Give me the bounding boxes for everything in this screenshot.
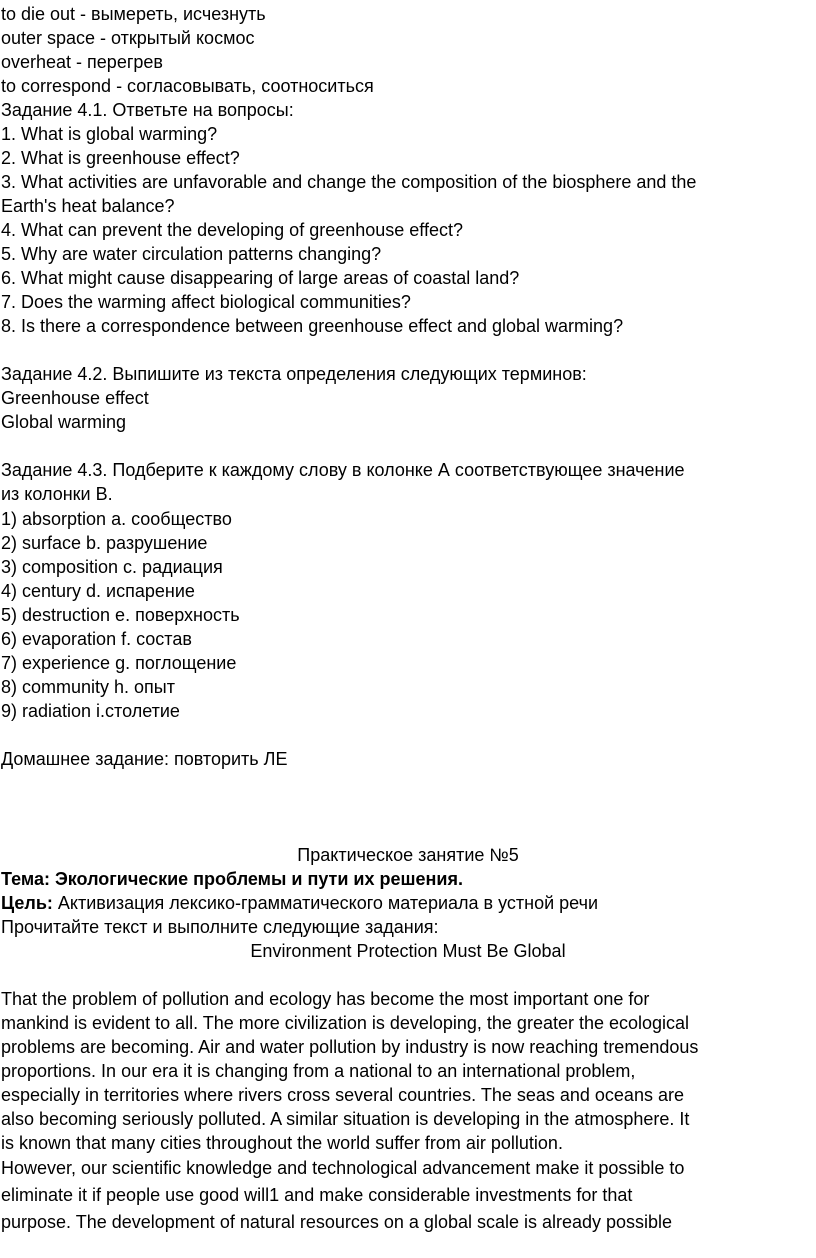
match-item: 3) composition c. радиация bbox=[1, 557, 223, 577]
paragraph-line: purpose. The development of natural resources on a global scale is already possible bbox=[1, 1212, 673, 1232]
match-item: 9) radiation i.столетие bbox=[1, 701, 180, 721]
goal-text: Активизация лексико-грамматического материала в устной речи bbox=[57, 893, 599, 913]
match-item: 4) century d. испарение bbox=[1, 581, 195, 601]
question-line: 4. What can prevent the developing of greenhouse effect? bbox=[1, 220, 463, 240]
paragraph-line: That the problem of pollution and ecology has become the most important one for bbox=[1, 989, 650, 1009]
vocab-line: to die out - вымереть, исчезнуть bbox=[1, 4, 266, 24]
paragraph-line: eliminate it if people use good will1 and make considerable investments for that bbox=[1, 1185, 633, 1205]
paragraph-line: is known that many cities throughout the world suffer from air pollution. bbox=[1, 1133, 563, 1153]
match-item: 6) evaporation f. состав bbox=[1, 629, 192, 649]
goal-label: Цель: bbox=[1, 893, 53, 913]
question-line: 2. What is greenhouse effect? bbox=[1, 148, 240, 168]
task-4-3-heading: Задание 4.3. Подберите к каждому слову в колонке А соответствующее значение bbox=[1, 460, 685, 480]
paragraph-line: problems are becoming. Air and water pollution by industry is now reaching tremendous bbox=[1, 1037, 699, 1057]
topic-text: Экологические проблемы и пути их решения. bbox=[54, 869, 463, 889]
text-title: Environment Protection Must Be Global bbox=[250, 941, 566, 961]
task-4-3-heading: из колонки В. bbox=[1, 484, 113, 504]
task-4-2-heading: Задание 4.2. Выпишите из текста определения следующих терминов: bbox=[1, 364, 587, 384]
paragraph-line: However, our scientific knowledge and technological advancement make it possible to bbox=[1, 1158, 685, 1178]
topic-label: Тема: bbox=[1, 869, 50, 889]
question-line: Earth's heat balance? bbox=[1, 196, 175, 216]
match-item: 2) surface b. разрушение bbox=[1, 533, 208, 553]
lesson-title: Практическое занятие №5 bbox=[297, 845, 519, 865]
question-line: 3. What activities are unfavorable and change the composition of the biosphere and the bbox=[1, 172, 697, 192]
goal-line bbox=[1, 891, 598, 915]
question-line: 5. Why are water circulation patterns changing? bbox=[1, 244, 382, 264]
task-4-1-heading: Задание 4.1. Ответьте на вопросы: bbox=[1, 100, 294, 120]
vocab-line: to correspond - согласовывать, соотноситься bbox=[1, 76, 374, 96]
question-line: 6. What might cause disappearing of large areas of coastal land? bbox=[1, 268, 520, 288]
paragraph-line: proportions. In our era it is changing from a national to an international problem, bbox=[1, 1061, 636, 1081]
term-line: Global warming bbox=[1, 412, 127, 432]
match-item: 5) destruction e. поверхность bbox=[1, 605, 240, 625]
paragraph-line: mankind is evident to all. The more civilization is developing, the greater the ecological bbox=[1, 1013, 690, 1033]
paragraph-line: especially in territories where rivers cross several countries. The seas and oceans are bbox=[1, 1085, 684, 1105]
question-line: 8. Is there a correspondence between greenhouse effect and global warming? bbox=[1, 316, 624, 336]
homework-line: Домашнее задание: повторить ЛЕ bbox=[1, 749, 288, 769]
instruction-line: Прочитайте текст и выполните следующие задания: bbox=[1, 917, 439, 937]
question-line: 7. Does the warming affect biological communities? bbox=[1, 292, 411, 312]
vocab-line: outer space - открытый космос bbox=[1, 28, 255, 48]
paragraph-line: also becoming seriously polluted. A similar situation is developing in the atmosphere. It bbox=[1, 1109, 690, 1129]
topic-line bbox=[1, 867, 463, 891]
vocab-line: overheat - перегрев bbox=[1, 52, 163, 72]
question-line: 1. What is global warming? bbox=[1, 124, 218, 144]
match-item: 1) absorption a. сообщество bbox=[1, 509, 232, 529]
match-item: 8) community h. опыт bbox=[1, 677, 175, 697]
match-item: 7) experience g. поглощение bbox=[1, 653, 237, 673]
term-line: Greenhouse effect bbox=[1, 388, 149, 408]
